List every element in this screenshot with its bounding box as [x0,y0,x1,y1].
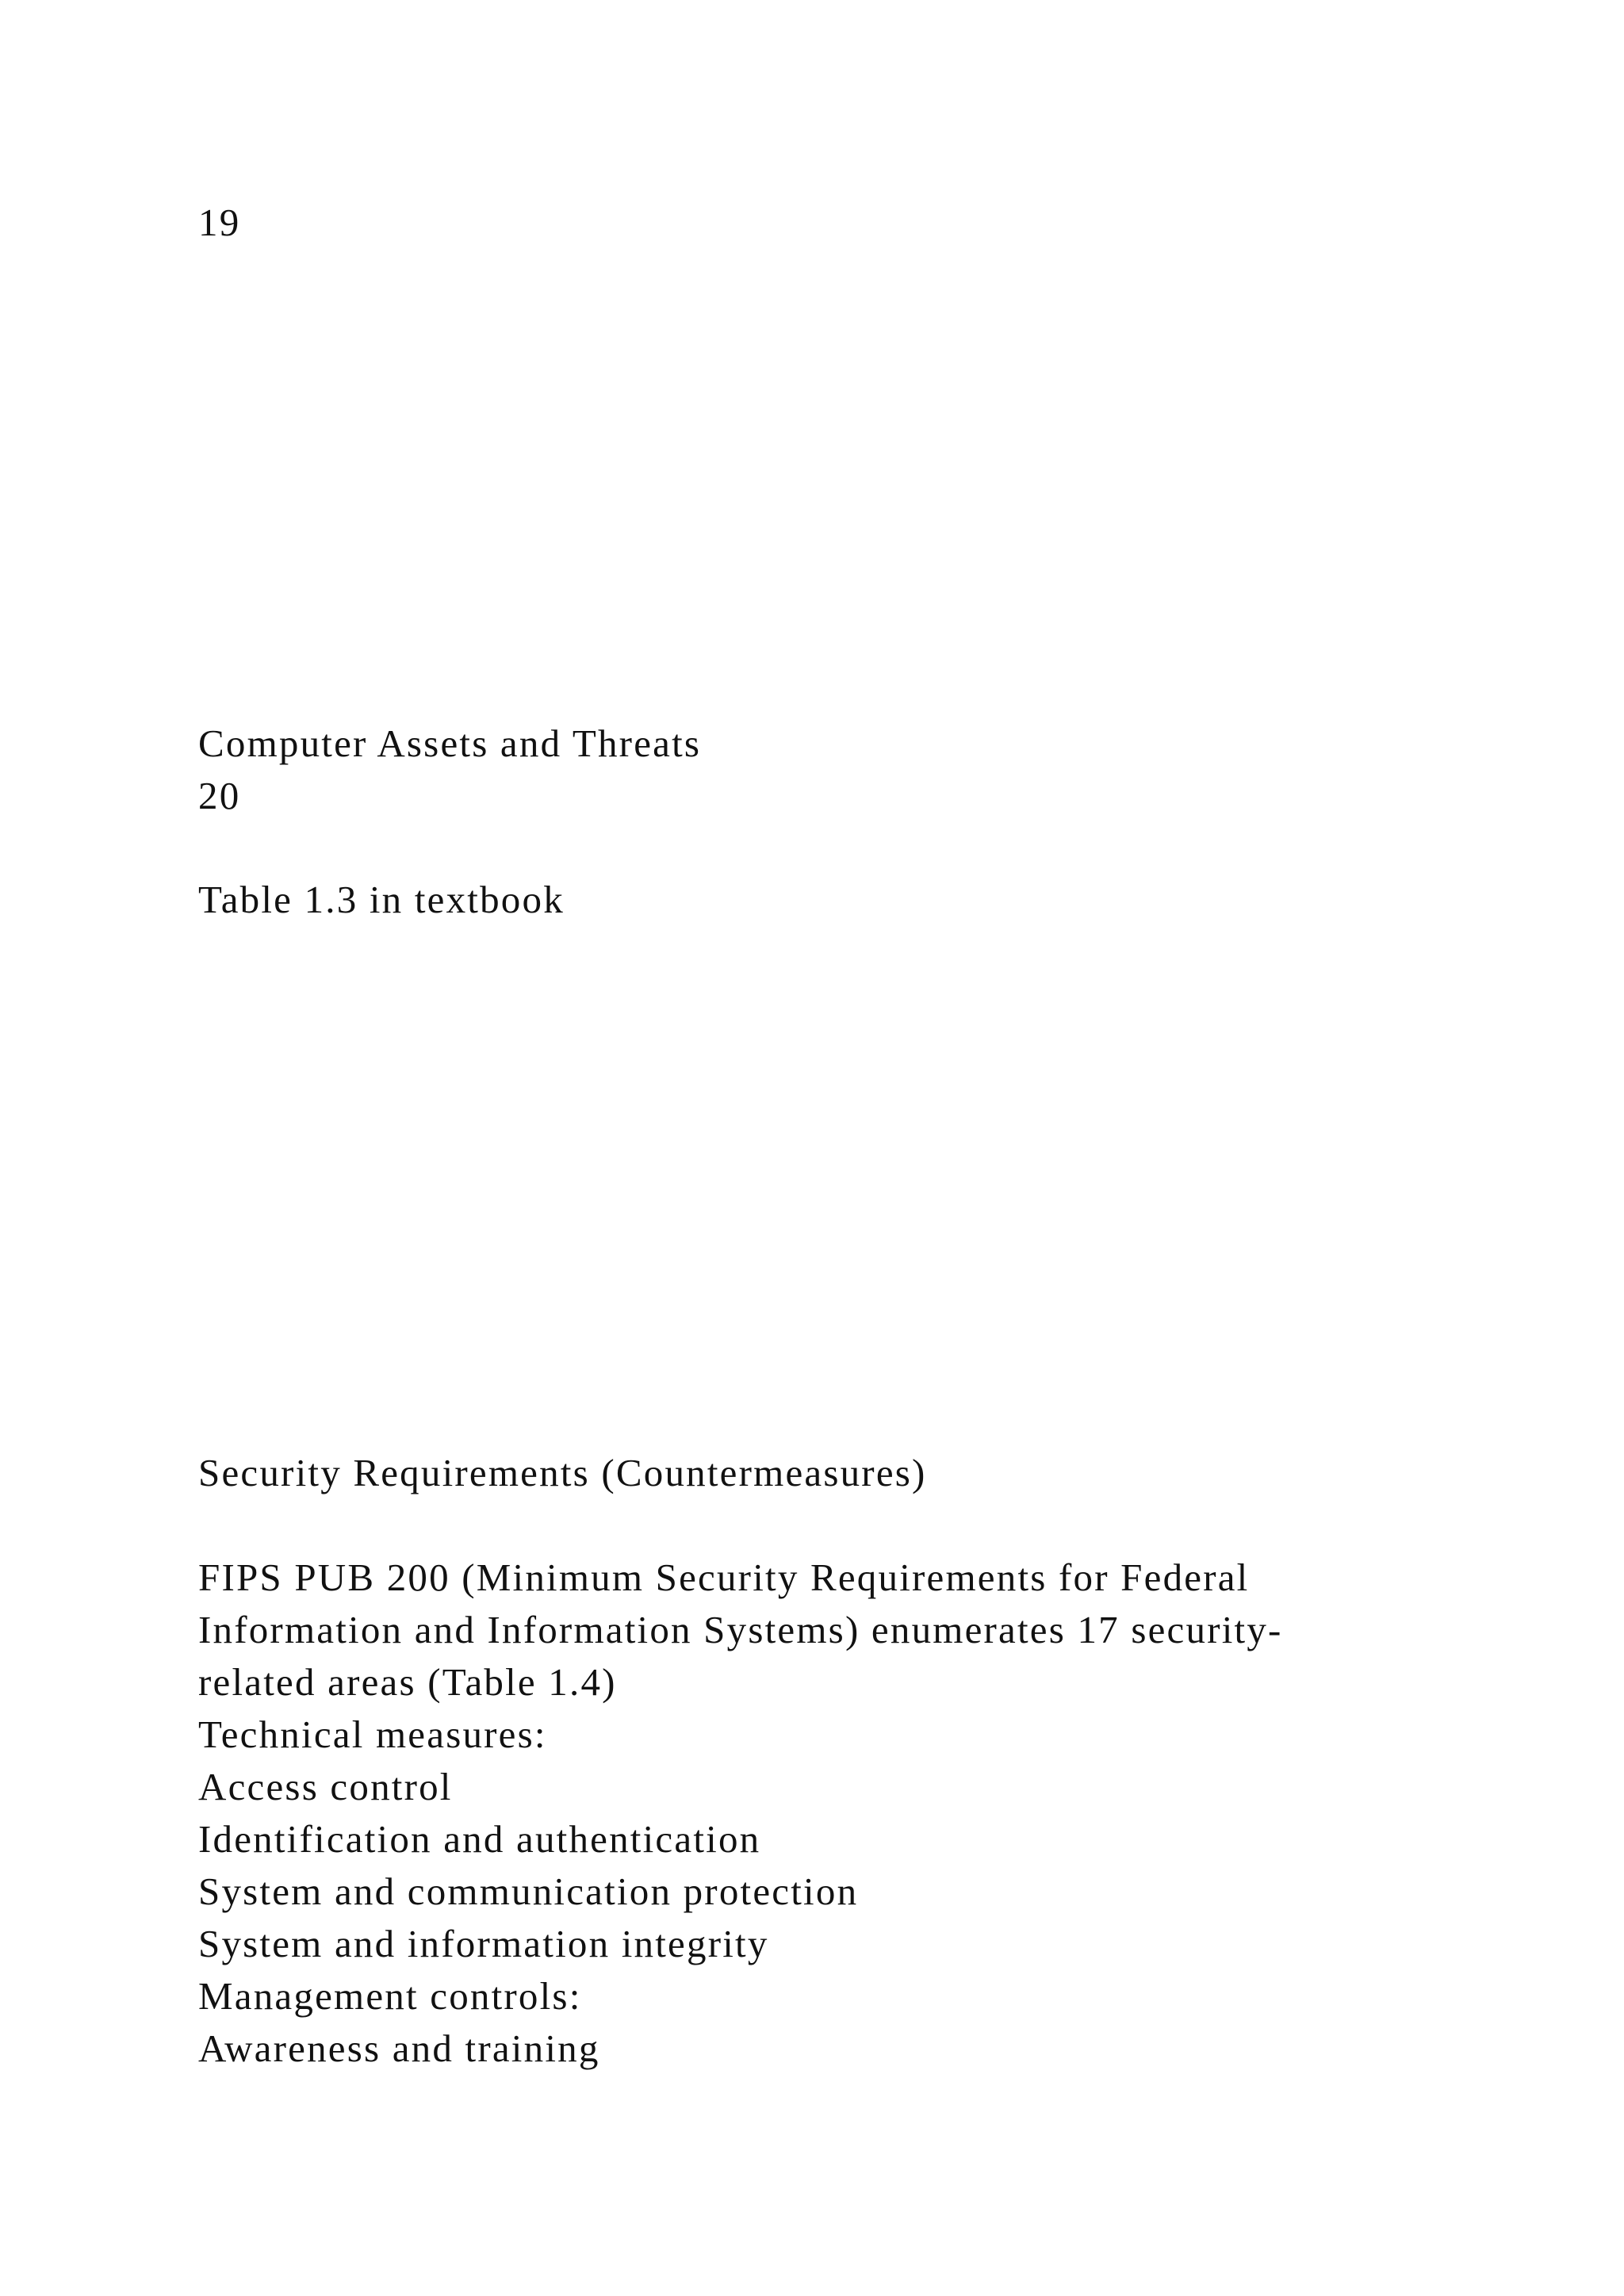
paragraph-line: related areas (Table 1.4) [198,1660,617,1704]
page-number-20: 20 [198,774,241,817]
list-item-awareness-training: Awareness and training [198,2026,600,2070]
list-item-system-information-integrity: System and information integrity [198,1922,769,1965]
technical-measures-label: Technical measures: [198,1712,547,1756]
section-heading-security-requirements: Security Requirements (Countermeasures) [198,1451,927,1494]
list-item-access-control: Access control [198,1765,453,1808]
page-number-19: 19 [198,201,241,244]
list-item-identification-authentication: Identification and authentication [198,1817,761,1861]
list-item-system-communication-protection: System and communication protection [198,1869,859,1913]
management-controls-label: Management controls: [198,1974,582,2018]
table-reference-note: Table 1.3 in textbook [198,878,565,921]
paragraph-line: FIPS PUB 200 (Minimum Security Requirements for Federal [198,1556,1250,1599]
paragraph-line: Information and Information Systems) enumerates 17 security- [198,1608,1283,1651]
section-heading-assets-threats: Computer Assets and Threats [198,721,702,765]
